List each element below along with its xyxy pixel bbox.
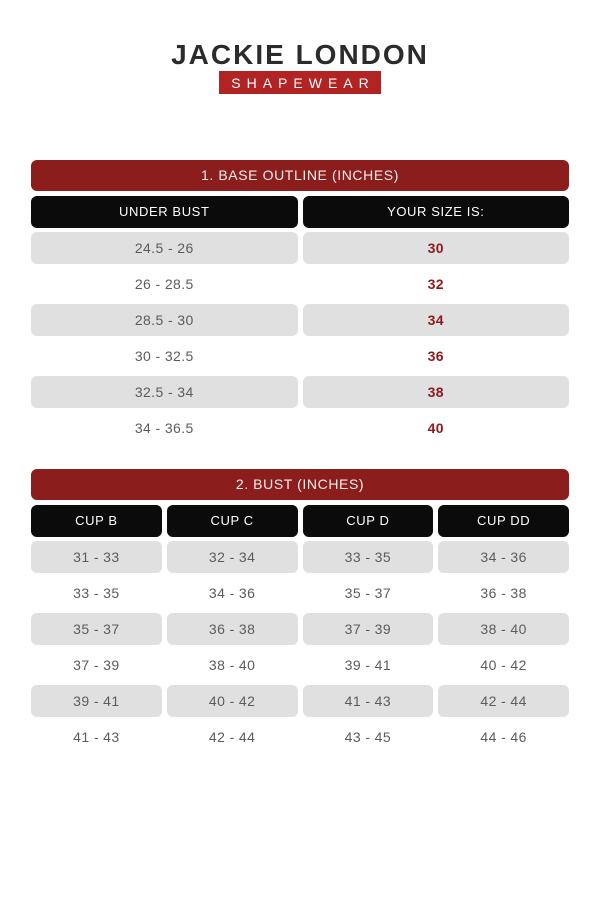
column-header: UNDER BUST xyxy=(31,196,298,228)
measurement-cell: 28.5 - 30 xyxy=(31,304,298,336)
measurement-cell: 35 - 37 xyxy=(303,577,434,609)
brand-tagline: SHAPEWEAR xyxy=(219,71,380,94)
size-value-cell: 32 xyxy=(303,268,570,300)
size-value-cell: 38 xyxy=(303,376,570,408)
measurement-cell: 43 - 45 xyxy=(303,721,434,753)
table-row xyxy=(31,304,569,336)
measurement-cell: 34 - 36.5 xyxy=(31,412,298,444)
measurement-cell: 33 - 35 xyxy=(303,541,434,573)
measurement-cell: 36 - 38 xyxy=(438,577,569,609)
size-value-cell: 40 xyxy=(303,412,570,444)
size-value-cell: 30 xyxy=(303,232,570,264)
table-row xyxy=(31,376,569,408)
table-row xyxy=(31,577,569,609)
table-title: 2. BUST (INCHES) xyxy=(31,469,569,500)
measurement-cell: 34 - 36 xyxy=(167,577,298,609)
table-row xyxy=(31,541,569,573)
size-value-cell: 34 xyxy=(303,304,570,336)
column-header: CUP DD xyxy=(438,505,569,537)
column-header: YOUR SIZE IS: xyxy=(303,196,570,228)
bust-table xyxy=(31,469,569,753)
table-row xyxy=(31,412,569,444)
size-tables xyxy=(31,160,569,753)
measurement-cell: 32 - 34 xyxy=(167,541,298,573)
measurement-cell: 39 - 41 xyxy=(303,649,434,681)
column-header: CUP C xyxy=(167,505,298,537)
measurement-cell: 38 - 40 xyxy=(438,613,569,645)
table-row xyxy=(31,721,569,753)
table-row xyxy=(31,268,569,300)
measurement-cell: 24.5 - 26 xyxy=(31,232,298,264)
column-header: CUP D xyxy=(303,505,434,537)
table-row xyxy=(31,340,569,372)
column-header: CUP B xyxy=(31,505,162,537)
measurement-cell: 31 - 33 xyxy=(31,541,162,573)
measurement-cell: 33 - 35 xyxy=(31,577,162,609)
table-row xyxy=(31,685,569,717)
measurement-cell: 44 - 46 xyxy=(438,721,569,753)
measurement-cell: 36 - 38 xyxy=(167,613,298,645)
measurement-cell: 26 - 28.5 xyxy=(31,268,298,300)
brand-name: JACKIE LONDON xyxy=(171,39,429,70)
measurement-cell: 41 - 43 xyxy=(303,685,434,717)
measurement-cell: 41 - 43 xyxy=(31,721,162,753)
measurement-cell: 42 - 44 xyxy=(438,685,569,717)
table-title: 1. BASE OUTLINE (INCHES) xyxy=(31,160,569,191)
measurement-cell: 42 - 44 xyxy=(167,721,298,753)
measurement-cell: 40 - 42 xyxy=(167,685,298,717)
brand-logo xyxy=(0,0,600,94)
table-row xyxy=(31,613,569,645)
measurement-cell: 34 - 36 xyxy=(438,541,569,573)
measurement-cell: 40 - 42 xyxy=(438,649,569,681)
table-header-row xyxy=(31,196,569,228)
table-row xyxy=(31,232,569,264)
measurement-cell: 37 - 39 xyxy=(31,649,162,681)
size-value-cell: 36 xyxy=(303,340,570,372)
measurement-cell: 32.5 - 34 xyxy=(31,376,298,408)
measurement-cell: 30 - 32.5 xyxy=(31,340,298,372)
table-row xyxy=(31,649,569,681)
measurement-cell: 39 - 41 xyxy=(31,685,162,717)
base-outline-table xyxy=(31,160,569,444)
table-header-row xyxy=(31,505,569,537)
measurement-cell: 38 - 40 xyxy=(167,649,298,681)
measurement-cell: 37 - 39 xyxy=(303,613,434,645)
measurement-cell: 35 - 37 xyxy=(31,613,162,645)
